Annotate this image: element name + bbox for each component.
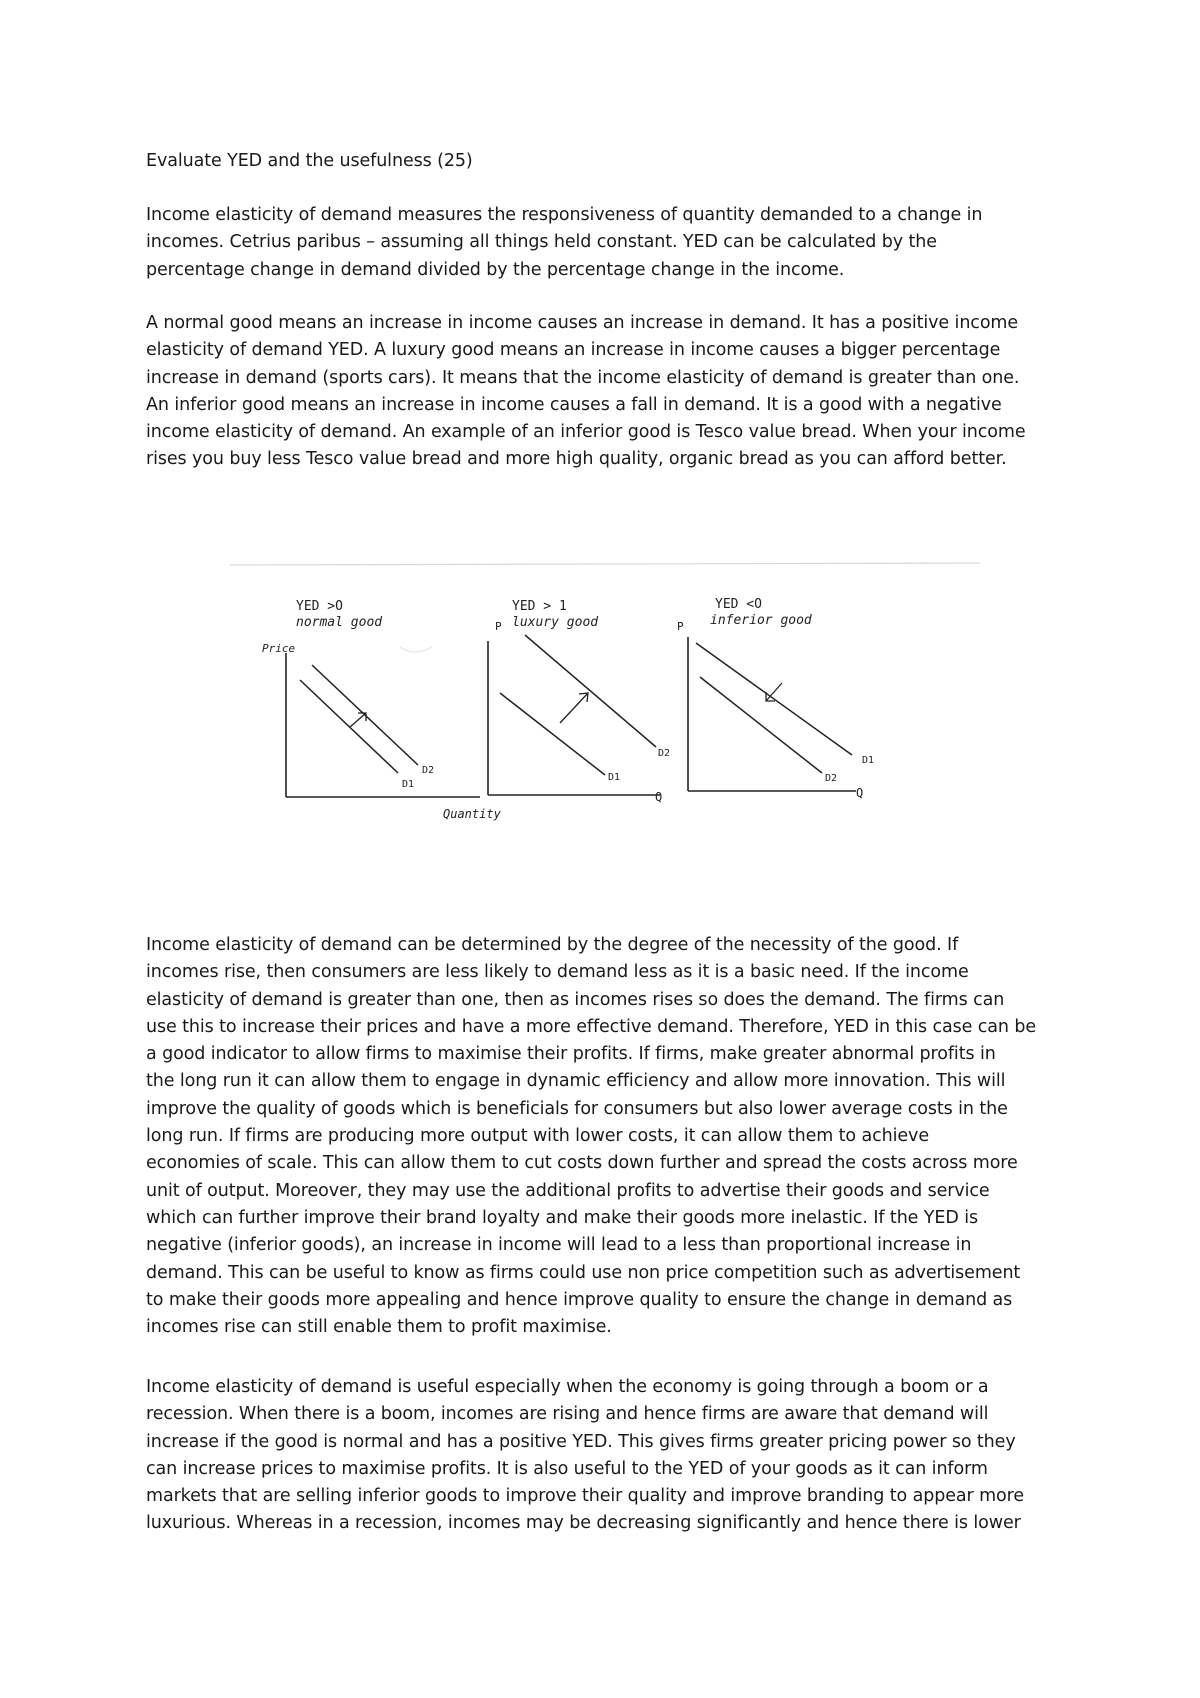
curve-label-d1: D1 xyxy=(402,779,415,790)
diagram-subheading: normal good xyxy=(296,615,383,630)
text-line: the long run it can allow them to engage in dynamic efficiency and allow more innovation. This will xyxy=(146,1071,1006,1092)
diagram-heading: YED <O xyxy=(715,597,762,612)
text-line: luxurious. Whereas in a recession, incomes may be decreasing significantly and hence there is lower xyxy=(146,1513,1021,1534)
text-line: economies of scale. This can allow them to cut costs down further and spread the costs across more xyxy=(146,1153,1018,1174)
text-line: A normal good means an increase in income causes an increase in demand. It has a positive income xyxy=(146,313,1019,333)
text-line: incomes rise, then consumers are less likely to demand less as it is a basic need. If the income xyxy=(146,962,969,983)
demand-curve-d2 xyxy=(525,635,656,747)
text-line: elasticity of demand is greater than one, then as incomes rises so does the demand. The firms can xyxy=(146,989,1005,1010)
curve-label-d2: D2 xyxy=(422,765,435,776)
text-line: incomes rise can still enable them to profit maximise. xyxy=(146,1317,612,1338)
x-axis-label: Q xyxy=(655,790,663,804)
text-line: increase in demand (sports cars). It means that the income elasticity of demand is greater than one. xyxy=(146,367,1020,388)
text-line: Income elasticity of demand is useful especially when the economy is going through a boom or a xyxy=(146,1377,989,1397)
diagram-heading: YED >O xyxy=(296,599,343,614)
faint-mark xyxy=(400,647,432,652)
text-line: a good indicator to allow firms to maximise their profits. If firms, make greater abnormal profits in xyxy=(146,1044,996,1065)
yed-diagrams xyxy=(200,555,1000,850)
text-line: increase if the good is normal and has a positive YED. This gives firms greater pricing power so they xyxy=(146,1431,1016,1452)
text-line: recession. When there is a boom, incomes are rising and hence firms are aware that demand will xyxy=(146,1404,989,1425)
text-line: income elasticity of demand. An example of an inferior good is Tesco value bread. When your income xyxy=(146,422,1026,443)
diagram-subheading: luxury good xyxy=(512,615,599,630)
x-axis-label: Quantity xyxy=(443,807,501,821)
text-line: negative (inferior goods), an increase in income will lead to a less than proportional increase in xyxy=(146,1235,972,1256)
scan-artifact-line xyxy=(230,563,980,565)
diagram-heading: YED > 1 xyxy=(512,599,567,614)
x-axis-label: Q xyxy=(856,786,864,800)
text-line: markets that are selling inferior goods to improve their quality and improve branding to appear more xyxy=(146,1486,1025,1507)
demand-curve-d1 xyxy=(500,693,605,775)
demand-curve-d1 xyxy=(696,643,852,755)
text-line: Income elasticity of demand measures the responsiveness of quantity demanded to a change in xyxy=(146,205,983,225)
text-line: can increase prices to maximise profits. It is also useful to the YED of your goods as it can inform xyxy=(146,1458,988,1479)
text-line: unit of output. Moreover, they may use the additional profits to advertise their goods and service xyxy=(146,1180,990,1201)
demand-curve-d2 xyxy=(700,677,822,773)
y-axis-label: Price xyxy=(262,642,296,655)
demand-curve-d2 xyxy=(312,665,418,765)
text-line: elasticity of demand YED. A luxury good means an increase in income causes a bigger percentage xyxy=(146,340,1001,361)
text-line: An inferior good means an increase in income causes a fall in demand. It is a good with a negative xyxy=(146,394,1002,415)
text-line: long run. If firms are producing more output with lower costs, it can allow them to achieve xyxy=(146,1126,929,1147)
curve-label-d2: D2 xyxy=(825,773,838,784)
text-line: demand. This can be useful to know as firms could use non price competition such as advertisement xyxy=(146,1262,1021,1283)
demand-curve-d1 xyxy=(300,680,398,773)
text-line: improve the quality of goods which is beneficials for consumers but also lower average costs in the xyxy=(146,1098,1008,1119)
shift-arrow xyxy=(560,693,588,723)
text-line: rises you buy less Tesco value bread and more high quality, organic bread as you can afford better. xyxy=(146,449,1007,470)
curve-label-d1: D1 xyxy=(862,755,875,766)
paragraph-definition xyxy=(146,202,1066,284)
diagram-inferior-good xyxy=(677,597,874,800)
shift-arrow xyxy=(350,713,366,727)
diagram-subheading: inferior good xyxy=(710,613,812,628)
text-line: to make their goods more appealing and hence improve quality to ensure the change in demand as xyxy=(146,1289,1013,1310)
diagram-luxury-good xyxy=(488,599,670,804)
text-line: which can further improve their brand loyalty and make their goods more inelastic. If the YED is xyxy=(146,1207,978,1228)
text-line: use this to increase their prices and have a more effective demand. Therefore, YED in this case can be xyxy=(146,1016,1037,1037)
curve-label-d2: D2 xyxy=(658,748,671,759)
y-axis-label: P xyxy=(495,620,502,633)
paragraph-necessity xyxy=(146,932,1066,1341)
diagram-normal-good xyxy=(262,599,502,821)
document-title: Evaluate YED and the usefulness (25) xyxy=(146,151,473,171)
y-axis-label: P xyxy=(677,620,684,633)
text-line: incomes. Cetrius paribus – assuming all things held constant. YED can be calculated by the xyxy=(146,232,937,253)
paragraph-business-cycle xyxy=(146,1374,1066,1538)
text-line: percentage change in demand divided by the percentage change in the income. xyxy=(146,259,845,280)
curve-label-d1: D1 xyxy=(608,772,621,783)
text-line: Income elasticity of demand can be determined by the degree of the necessity of the good. If xyxy=(146,935,959,955)
paragraph-goods-types xyxy=(146,310,1066,474)
